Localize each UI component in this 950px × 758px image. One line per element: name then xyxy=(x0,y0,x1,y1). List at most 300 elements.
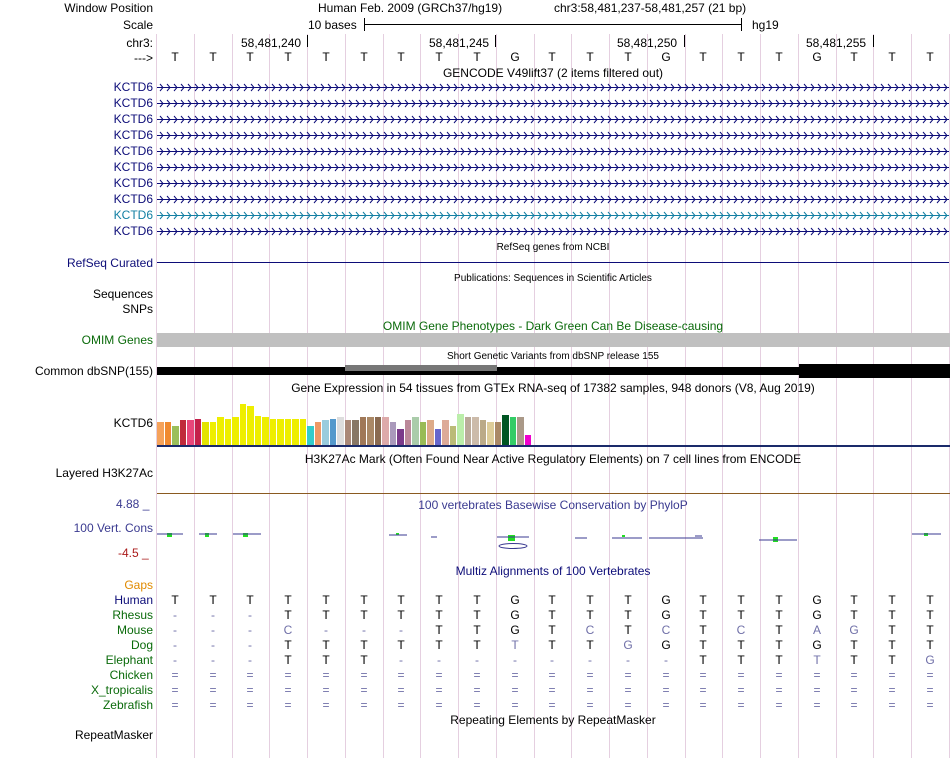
multiz-base: = xyxy=(775,683,783,697)
strand-label: ---> xyxy=(134,51,153,65)
multiz-base: - xyxy=(248,623,252,637)
multiz-base: T xyxy=(171,593,179,607)
gencode-gene-label[interactable]: KCTD6 xyxy=(113,176,153,190)
multiz-base: = xyxy=(473,683,481,697)
repeatmasker-track-title[interactable]: Repeating Elements by RepeatMasker xyxy=(450,713,656,727)
multiz-base: = xyxy=(888,683,896,697)
multiz-base: T xyxy=(548,638,556,652)
multiz-base: T xyxy=(775,608,783,622)
gencode-gene-label[interactable]: KCTD6 xyxy=(113,144,153,158)
gencode-gene-label[interactable]: KCTD6 xyxy=(113,224,153,238)
base-letter: T xyxy=(888,50,896,64)
multiz-base: = xyxy=(850,698,858,712)
multiz-base: = xyxy=(850,683,858,697)
multiz-base: - xyxy=(475,653,479,667)
gtex-tissue-bar[interactable] xyxy=(240,404,246,445)
gencode-gene-label[interactable]: KCTD6 xyxy=(113,96,153,110)
publications-label-snps[interactable]: SNPs xyxy=(122,302,153,316)
gencode-gene-label[interactable]: KCTD6 xyxy=(113,160,153,174)
gtex-tissue-bar[interactable] xyxy=(442,420,449,445)
multiz-base: T xyxy=(586,593,594,607)
multiz-base: G xyxy=(812,608,822,622)
phylop-min-label: -4.5 _ xyxy=(118,546,149,560)
multiz-base: T xyxy=(548,623,556,637)
multiz-base: G xyxy=(812,593,822,607)
multiz-base: - xyxy=(550,653,554,667)
base-letter: T xyxy=(397,50,405,64)
multiz-base: - xyxy=(173,623,177,637)
gtex-tissue-bar[interactable] xyxy=(345,420,351,445)
multiz-base: T xyxy=(473,638,481,652)
gtex-tissue-bar[interactable] xyxy=(247,406,254,445)
gencode-gene-label[interactable]: KCTD6 xyxy=(113,80,153,94)
multiz-base: - xyxy=(211,623,215,637)
multiz-gaps-label: Gaps xyxy=(124,578,153,592)
multiz-base: T xyxy=(737,608,745,622)
multiz-base: A xyxy=(812,623,821,637)
gtex-tissue-bar[interactable] xyxy=(217,417,224,445)
ruler-tick xyxy=(873,35,874,47)
multiz-base: T xyxy=(850,608,858,622)
multiz-base: T xyxy=(284,608,292,622)
h3k27ac-track-label[interactable]: Layered H3K27Ac xyxy=(55,466,153,480)
multiz-base: T xyxy=(548,593,556,607)
gtex-tissue-bar[interactable] xyxy=(375,417,381,445)
gtex-tissue-bar[interactable] xyxy=(300,419,306,445)
multiz-base: = xyxy=(322,698,330,712)
multiz-base: T xyxy=(246,593,254,607)
gtex-tissue-bar[interactable] xyxy=(487,422,494,445)
multiz-base: T xyxy=(435,623,443,637)
gtex-tissue-bar[interactable] xyxy=(502,415,509,445)
multiz-base: - xyxy=(664,653,668,667)
multiz-base: - xyxy=(211,638,215,652)
ruler-tick xyxy=(495,35,496,47)
gtex-tissue-bar[interactable] xyxy=(277,419,284,445)
window-position-label: Window Position xyxy=(64,1,153,15)
multiz-base: = xyxy=(775,698,783,712)
omim-gene-bar[interactable] xyxy=(157,333,950,347)
multiz-base: T xyxy=(926,638,934,652)
multiz-base: G xyxy=(510,593,520,607)
multiz-base: T xyxy=(850,653,858,667)
base-letter: T xyxy=(775,50,783,64)
multiz-base: T xyxy=(888,638,896,652)
gencode-transcript[interactable] xyxy=(157,114,949,125)
gencode-gene-label[interactable]: KCTD6 xyxy=(113,112,153,126)
gtex-tissue-bar[interactable] xyxy=(397,429,404,445)
multiz-base: = xyxy=(435,668,443,682)
multiz-base: T xyxy=(360,593,368,607)
gtex-bar-chart[interactable] xyxy=(157,395,950,445)
multiz-base: T xyxy=(322,653,330,667)
multiz-base: T xyxy=(699,608,707,622)
multiz-base: = xyxy=(246,698,254,712)
multiz-base: - xyxy=(588,653,592,667)
multiz-species-label[interactable]: Human xyxy=(114,593,153,607)
gtex-track-title[interactable]: Gene Expression in 54 tissues from GTEx RNA-seq of 17382 samples, 948 donors (V8, Aug 2019) xyxy=(291,381,815,395)
multiz-base: = xyxy=(284,683,292,697)
multiz-base: = xyxy=(548,698,556,712)
multiz-base: T xyxy=(888,608,896,622)
gtex-tissue-bar[interactable] xyxy=(315,422,321,445)
multiz-base: T xyxy=(737,593,745,607)
gtex-tissue-bar[interactable] xyxy=(360,417,366,445)
multiz-base: = xyxy=(813,668,821,682)
assembly-label: Human Feb. 2009 (GRCh37/hg19) xyxy=(318,1,503,15)
gtex-tissue-bar[interactable] xyxy=(195,419,201,445)
multiz-base: = xyxy=(209,683,217,697)
omim-track-title[interactable]: OMIM Gene Phenotypes - Dark Green Can Be Disease-causing xyxy=(382,319,724,333)
refseq-track-title[interactable]: RefSeq genes from NCBI xyxy=(496,242,610,253)
multiz-base: = xyxy=(322,668,330,682)
base-letter: T xyxy=(246,50,254,64)
multiz-base: G xyxy=(510,608,520,622)
gtex-tissue-bar[interactable] xyxy=(180,420,186,445)
multiz-species-label[interactable]: Mouse xyxy=(116,623,153,637)
multiz-base: - xyxy=(173,638,177,652)
multiz-base: - xyxy=(437,653,441,667)
gtex-tissue-bar[interactable] xyxy=(172,426,179,445)
multiz-base: = xyxy=(209,698,217,712)
multiz-base: = xyxy=(926,698,934,712)
gtex-tissue-bar[interactable] xyxy=(367,417,374,445)
refseq-gene-line[interactable] xyxy=(157,262,949,263)
gtex-tissue-bar[interactable] xyxy=(420,422,426,445)
base-letter: T xyxy=(360,50,368,64)
gtex-tissue-bar[interactable] xyxy=(285,419,291,445)
multiz-base: T xyxy=(473,593,481,607)
multiz-base: = xyxy=(397,668,405,682)
multiz-base: T xyxy=(737,638,745,652)
multiz-base: = xyxy=(586,668,594,682)
multiz-species-label[interactable]: Dog xyxy=(130,638,153,652)
multiz-base: - xyxy=(211,653,215,667)
multiz-base: = xyxy=(171,683,179,697)
gtex-tissue-bar[interactable] xyxy=(157,422,164,445)
multiz-base: = xyxy=(246,683,254,697)
multiz-base: = xyxy=(360,668,368,682)
multiz-base: = xyxy=(813,683,821,697)
multiz-base: T xyxy=(813,653,821,667)
multiz-base: = xyxy=(699,698,707,712)
gencode-transcript[interactable] xyxy=(157,162,949,173)
multiz-base: T xyxy=(284,638,292,652)
multiz-base: - xyxy=(173,608,177,622)
base-letter: T xyxy=(624,50,632,64)
gtex-tissue-bar[interactable] xyxy=(382,417,389,445)
base-letter: T xyxy=(926,50,934,64)
multiz-base: = xyxy=(813,698,821,712)
ruler-tick xyxy=(684,35,685,47)
phylop-track-title[interactable]: 100 vertebrates Basewise Conservation by PhyloP xyxy=(418,498,688,512)
multiz-base: T xyxy=(209,593,217,607)
multiz-base: - xyxy=(626,653,630,667)
multiz-base: G xyxy=(661,593,671,607)
h3k27ac-baseline xyxy=(157,493,950,494)
phylop-plot[interactable] xyxy=(157,526,950,552)
multiz-base: T xyxy=(775,593,783,607)
gtex-tissue-bar[interactable] xyxy=(352,420,359,445)
base-letter: T xyxy=(548,50,556,64)
multiz-base: = xyxy=(171,668,179,682)
gencode-transcript[interactable] xyxy=(157,82,949,93)
multiz-base: = xyxy=(737,668,745,682)
multiz-base: T xyxy=(624,608,632,622)
multiz-base: T xyxy=(888,593,896,607)
multiz-base: = xyxy=(699,668,707,682)
multiz-base: = xyxy=(888,668,896,682)
multiz-base: = xyxy=(397,698,405,712)
gtex-tissue-bar[interactable] xyxy=(337,417,344,445)
gencode-gene-label[interactable]: KCTD6 xyxy=(113,128,153,142)
multiz-species-label[interactable]: Chicken xyxy=(109,668,153,682)
gtex-tissue-bar[interactable] xyxy=(435,429,441,445)
multiz-base: = xyxy=(586,683,594,697)
multiz-base: T xyxy=(926,593,934,607)
multiz-base: T xyxy=(360,608,368,622)
h3k27ac-track-title[interactable]: H3K27Ac Mark (Often Found Near Active Regulatory Elements) on 7 cell lines from ENCODE xyxy=(304,452,802,466)
multiz-base: = xyxy=(926,668,934,682)
gencode-gene-label[interactable]: KCTD6 xyxy=(113,192,153,206)
multiz-base: C xyxy=(585,623,595,637)
base-letter: T xyxy=(850,50,858,64)
multiz-base: = xyxy=(662,668,670,682)
multiz-base: C xyxy=(283,623,293,637)
multiz-base: = xyxy=(171,698,179,712)
phylop-track-label[interactable]: 100 Vert. Cons xyxy=(73,521,153,535)
ruler-tick-label: 58,481,250 xyxy=(617,36,678,50)
gtex-tissue-bar[interactable] xyxy=(232,417,239,445)
gencode-transcript[interactable] xyxy=(157,146,949,157)
multiz-base: = xyxy=(888,698,896,712)
refseq-track-label[interactable]: RefSeq Curated xyxy=(66,256,153,270)
multiz-base: = xyxy=(699,683,707,697)
multiz-base: T xyxy=(548,608,556,622)
gtex-tissue-bar[interactable] xyxy=(165,422,171,445)
multiz-base: C xyxy=(736,623,746,637)
scale-bar xyxy=(364,18,742,32)
multiz-base: = xyxy=(737,698,745,712)
ruler-tick-label: 58,481,245 xyxy=(429,36,490,50)
multiz-base: T xyxy=(397,608,405,622)
multiz-base: = xyxy=(360,698,368,712)
gencode-transcript[interactable] xyxy=(157,98,949,109)
multiz-base: T xyxy=(360,653,368,667)
gencode-transcript[interactable] xyxy=(157,178,949,189)
multiz-base: = xyxy=(360,683,368,697)
gtex-tissue-bar[interactable] xyxy=(210,422,216,445)
base-letter: T xyxy=(284,50,292,64)
multiz-base: T xyxy=(473,608,481,622)
multiz-base: T xyxy=(435,593,443,607)
multiz-species-label[interactable]: Zebrafish xyxy=(102,698,153,712)
multiz-base: = xyxy=(775,668,783,682)
scale-label: Scale xyxy=(122,18,153,32)
gencode-transcript[interactable] xyxy=(157,130,949,141)
multiz-species-label[interactable]: X_tropicalis xyxy=(90,683,153,697)
gtex-tissue-bar[interactable] xyxy=(405,420,411,445)
multiz-base: G xyxy=(510,623,520,637)
multiz-base: T xyxy=(737,653,745,667)
gencode-transcript[interactable] xyxy=(157,210,949,221)
multiz-base: = xyxy=(662,698,670,712)
multiz-base: T xyxy=(850,593,858,607)
multiz-base: = xyxy=(473,668,481,682)
multiz-base: G xyxy=(661,608,671,622)
phylop-max-label: 4.88 _ xyxy=(116,497,150,511)
multiz-track-title[interactable]: Multiz Alignments of 100 Vertebrates xyxy=(455,564,651,578)
multiz-species-label[interactable]: Rhesus xyxy=(112,608,153,622)
multiz-base: = xyxy=(926,683,934,697)
dbsnp-track-title[interactable]: Short Genetic Variants from dbSNP release 155 xyxy=(447,351,659,362)
gtex-tissue-bar[interactable] xyxy=(262,417,269,445)
multiz-base: T xyxy=(699,623,707,637)
multiz-base: G xyxy=(623,638,633,652)
gtex-tissue-bar[interactable] xyxy=(495,422,501,445)
multiz-base: = xyxy=(737,683,745,697)
multiz-base: T xyxy=(775,623,783,637)
multiz-base: T xyxy=(775,653,783,667)
base-letter: G xyxy=(812,50,822,64)
gencode-gene-label[interactable]: KCTD6 xyxy=(113,208,153,222)
multiz-base: = xyxy=(435,683,443,697)
multiz-base: T xyxy=(397,638,405,652)
base-letter: G xyxy=(510,50,520,64)
multiz-base: G xyxy=(661,638,671,652)
multiz-base: - xyxy=(211,608,215,622)
gtex-tissue-bar[interactable] xyxy=(510,417,516,445)
multiz-base: T xyxy=(322,608,330,622)
multiz-base: T xyxy=(926,623,934,637)
multiz-base: G xyxy=(812,638,822,652)
multiz-base: T xyxy=(926,608,934,622)
multiz-base: - xyxy=(248,608,252,622)
gencode-transcript[interactable] xyxy=(157,226,949,237)
omim-track-label[interactable]: OMIM Genes xyxy=(81,333,153,347)
multiz-base: = xyxy=(511,683,519,697)
multiz-base: G xyxy=(925,653,935,667)
base-letter: T xyxy=(737,50,745,64)
gtex-tissue-bar[interactable] xyxy=(225,419,231,445)
publications-label-sequences[interactable]: Sequences xyxy=(92,287,153,301)
gtex-tissue-bar[interactable] xyxy=(322,420,329,445)
multiz-base: = xyxy=(284,668,292,682)
gtex-tissue-bar[interactable] xyxy=(465,417,471,445)
multiz-base: T xyxy=(624,593,632,607)
multiz-base: = xyxy=(322,683,330,697)
gtex-tissue-bar[interactable] xyxy=(390,422,396,445)
gencode-transcript[interactable] xyxy=(157,194,949,205)
gtex-tissue-bar[interactable] xyxy=(187,420,194,445)
multiz-base: = xyxy=(662,683,670,697)
base-letter: T xyxy=(699,50,707,64)
multiz-base: - xyxy=(248,638,252,652)
gtex-tissue-bar[interactable] xyxy=(427,420,434,445)
multiz-base: T xyxy=(888,623,896,637)
gtex-tissue-bar[interactable] xyxy=(292,419,299,445)
scale-db: hg19 xyxy=(752,18,779,32)
multiz-base: C xyxy=(661,623,671,637)
multiz-base: G xyxy=(849,623,859,637)
dbsnp-variant-bar[interactable] xyxy=(157,364,950,378)
repeatmasker-track-label[interactable]: RepeatMasker xyxy=(74,728,153,742)
multiz-base: T xyxy=(284,593,292,607)
gtex-tissue-bar[interactable] xyxy=(270,419,276,445)
gtex-track-label[interactable]: KCTD6 xyxy=(113,416,153,430)
gtex-tissue-bar[interactable] xyxy=(517,417,524,445)
multiz-base: T xyxy=(586,608,594,622)
multiz-base: - xyxy=(173,653,177,667)
base-letter: G xyxy=(661,50,671,64)
dbsnp-track-label[interactable]: Common dbSNP(155) xyxy=(34,364,153,378)
multiz-base: = xyxy=(397,683,405,697)
multiz-base: = xyxy=(511,698,519,712)
multiz-base: = xyxy=(548,668,556,682)
multiz-base: = xyxy=(473,698,481,712)
multiz-base: T xyxy=(699,638,707,652)
ruler-tick-label: 58,481,240 xyxy=(241,36,302,50)
multiz-base: T xyxy=(435,638,443,652)
base-letter: T xyxy=(322,50,330,64)
multiz-base: = xyxy=(624,683,632,697)
multiz-base: T xyxy=(699,593,707,607)
multiz-base: = xyxy=(284,698,292,712)
gtex-tissue-bar[interactable] xyxy=(330,419,336,445)
multiz-base: - xyxy=(248,653,252,667)
multiz-base: T xyxy=(586,638,594,652)
multiz-base: = xyxy=(850,668,858,682)
gtex-tissue-bar[interactable] xyxy=(202,422,209,445)
gencode-track-title[interactable]: GENCODE V49lift37 (2 items filtered out) xyxy=(442,66,664,80)
base-letter: T xyxy=(171,50,179,64)
multiz-base: T xyxy=(624,623,632,637)
multiz-base: T xyxy=(850,638,858,652)
gtex-tissue-bar[interactable] xyxy=(255,416,261,445)
base-letter: T xyxy=(435,50,443,64)
multiz-species-label[interactable]: Elephant xyxy=(105,653,153,667)
gtex-tissue-bar[interactable] xyxy=(450,426,456,445)
multiz-base: = xyxy=(209,668,217,682)
multiz-base: T xyxy=(473,623,481,637)
multiz-base: = xyxy=(586,698,594,712)
gtex-tissue-bar[interactable] xyxy=(525,435,531,445)
position-label: chr3:58,481,237-58,481,257 (21 bp) xyxy=(554,1,747,15)
gtex-tissue-bar[interactable] xyxy=(472,417,479,445)
multiz-base: = xyxy=(435,698,443,712)
multiz-base: = xyxy=(511,668,519,682)
gtex-baseline xyxy=(157,445,950,447)
ruler-tick xyxy=(307,35,308,47)
multiz-base: T xyxy=(435,608,443,622)
multiz-base: T xyxy=(397,593,405,607)
base-letter: T xyxy=(586,50,594,64)
gtex-tissue-bar[interactable] xyxy=(412,417,419,445)
multiz-base: T xyxy=(322,593,330,607)
gtex-tissue-bar[interactable] xyxy=(457,414,464,445)
multiz-base: - xyxy=(513,653,517,667)
multiz-base: T xyxy=(360,638,368,652)
multiz-base: = xyxy=(624,698,632,712)
gtex-tissue-bar[interactable] xyxy=(480,420,486,445)
publications-track-title[interactable]: Publications: Sequences in Scientific Articles xyxy=(454,273,652,284)
gtex-tissue-bar[interactable] xyxy=(307,426,314,445)
multiz-base: T xyxy=(888,653,896,667)
multiz-base: T xyxy=(322,638,330,652)
multiz-base: = xyxy=(548,683,556,697)
multiz-base: - xyxy=(362,623,366,637)
scale-text: 10 bases xyxy=(308,18,357,32)
